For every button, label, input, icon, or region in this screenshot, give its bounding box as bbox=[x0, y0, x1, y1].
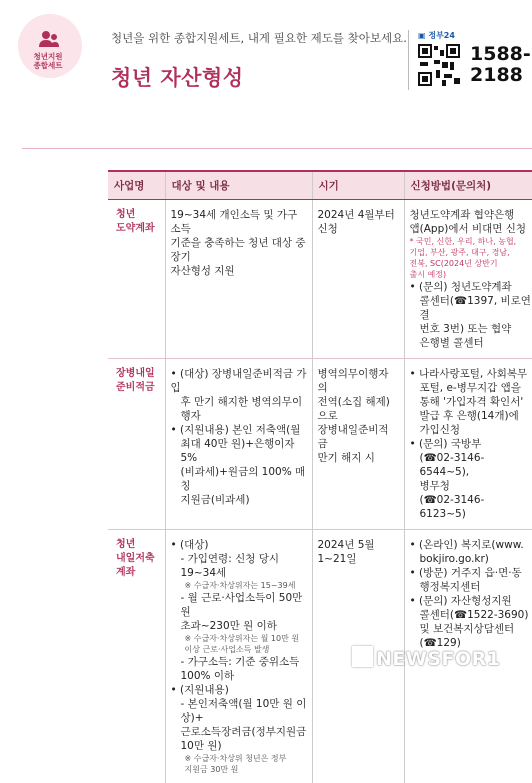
content-line: - 본인저축액(월 10만 원 이상)+ bbox=[171, 697, 307, 725]
content-line: 근로소득장려금(정부지원금 bbox=[171, 725, 307, 739]
apply-bank-note: 기업, 부산, 광주, 대구, 경남, bbox=[410, 247, 532, 258]
period-line: 신청 bbox=[318, 222, 399, 236]
program-name-line: 준비적금 bbox=[116, 381, 160, 395]
apply-line: 은행별 콜센터 bbox=[410, 336, 532, 350]
content-line: 10만 원) bbox=[171, 739, 307, 753]
content-line: • (대상) 장병내일준비적금 가입 bbox=[171, 367, 307, 395]
content-line: 후 만기 해지한 병역의무이행자 bbox=[171, 395, 307, 423]
apply-line: (☎129) bbox=[410, 636, 532, 650]
content-line: 19~34세 개인소득 및 가구소득 bbox=[171, 208, 307, 236]
apply-line: 포털, e-병무지갑 앱을 bbox=[410, 381, 532, 395]
program-name bbox=[108, 200, 165, 359]
apply-line: 행정복지센터 bbox=[410, 580, 532, 594]
apply-line: 가입신청 bbox=[410, 423, 532, 437]
table-row bbox=[108, 200, 532, 359]
program-content bbox=[165, 530, 312, 783]
apply-line: 병무청 bbox=[410, 479, 532, 493]
header-separator bbox=[22, 148, 532, 149]
phone-number-line1: 1588- bbox=[470, 44, 531, 65]
table-header-row bbox=[108, 171, 532, 200]
content-line: - 가구소득: 기준 중위소득 bbox=[171, 655, 307, 669]
apply-line: 및 보건복지상담센터 bbox=[410, 622, 532, 636]
content-line: • (지원내용) 본인 저축액(월 bbox=[171, 423, 307, 437]
content-line: • (지원내용) bbox=[171, 683, 307, 697]
program-name-line: 내일저축 bbox=[116, 552, 160, 566]
program-name-line: 장병내일 bbox=[116, 367, 160, 381]
content-line: 자산형성 지원 bbox=[171, 264, 307, 278]
program-period bbox=[312, 200, 404, 359]
content-line: - 가입연령: 신청 당시 19~34세 bbox=[171, 552, 307, 580]
col-header-content: 대상 및 내용 bbox=[165, 171, 312, 200]
badge-label-line2: 종합세트 bbox=[26, 61, 70, 70]
period-line: 2024년 4월부터 bbox=[318, 208, 399, 222]
page-title: 청년 자산형성 bbox=[111, 62, 244, 92]
apply-line: • (방문) 거주지 읍·면·동 bbox=[410, 566, 532, 580]
gov24-logo: ▣ 정부24 bbox=[418, 30, 455, 41]
apply-line: • (문의) 자산형성지원 bbox=[410, 594, 532, 608]
content-line: (비과세)+원금의 100% 매칭 bbox=[171, 465, 307, 493]
col-header-program: 사업명 bbox=[108, 171, 165, 200]
content-line: 기준을 충족하는 청년 대상 중장기 bbox=[171, 236, 307, 264]
program-name-line: 청년 bbox=[116, 208, 160, 222]
program-table bbox=[108, 170, 532, 783]
apply-line: (☎02-3146- 6123~5) bbox=[410, 493, 532, 521]
program-name-line: 계좌 bbox=[116, 566, 160, 580]
program-name bbox=[108, 530, 165, 783]
qr-code-icon[interactable] bbox=[418, 44, 460, 86]
program-apply bbox=[404, 359, 532, 530]
content-line: • (대상) bbox=[171, 538, 307, 552]
program-name-line: 도약계좌 bbox=[116, 222, 160, 236]
apply-bank-note: 전북, SC(2024년 상반기 bbox=[410, 258, 532, 269]
apply-line: 앱(App)에서 비대면 신청 bbox=[410, 222, 532, 236]
content-note: 지원금 30만 원 bbox=[171, 764, 307, 775]
apply-line: 청년도약계좌 협약은행 bbox=[410, 208, 532, 222]
table-row bbox=[108, 359, 532, 530]
content-note: ※ 수급자·차상위 청년은 정부 bbox=[171, 753, 307, 764]
content-line: 초과~230만 원 이하 bbox=[171, 619, 307, 633]
period-line: 장병내일준비적금 bbox=[318, 423, 399, 451]
apply-line: • (문의) 국방부 bbox=[410, 437, 532, 451]
period-line: 만기 해지 시 bbox=[318, 451, 399, 465]
content-line: 최대 40만 원)+은행이자 5% bbox=[171, 437, 307, 465]
badge-label bbox=[26, 52, 70, 70]
watermark-text: NEWSFOR1 bbox=[376, 648, 501, 670]
apply-line: • (문의) 청년도약계좌 bbox=[410, 280, 532, 294]
program-apply bbox=[404, 200, 532, 359]
apply-line: 번호 3번) 또는 협약 bbox=[410, 322, 532, 336]
content-note: ※ 수급자·차상위자는 월 10만 원 bbox=[171, 633, 307, 644]
program-period bbox=[312, 359, 404, 530]
phone-number bbox=[470, 44, 531, 86]
program-content bbox=[165, 200, 312, 359]
apply-line: bokjiro.go.kr) bbox=[410, 552, 532, 566]
gov24-label: 정부24 bbox=[428, 31, 455, 40]
apply-line: 콜센터(☎1397, 비로연결 bbox=[410, 294, 532, 322]
col-header-apply: 신청방법(문의처) bbox=[404, 171, 532, 200]
program-name bbox=[108, 359, 165, 530]
header-divider bbox=[408, 30, 409, 90]
period-line: 2024년 5월 bbox=[318, 538, 399, 552]
program-content bbox=[165, 359, 312, 530]
page-header bbox=[0, 0, 532, 150]
period-line: 병역의무이행자의 bbox=[318, 367, 399, 395]
apply-bank-note: 출시 예정) bbox=[410, 269, 532, 280]
content-note: ※ 수급자·차상위자는 15~39세 bbox=[171, 580, 307, 591]
content-note: 이상 근로·사업소득 발생 bbox=[171, 644, 307, 655]
apply-line: 콜센터(☎1522-3690) bbox=[410, 608, 532, 622]
col-header-period: 시기 bbox=[312, 171, 404, 200]
news-watermark bbox=[352, 646, 501, 670]
apply-line: 발급 후 은행(14개)에 bbox=[410, 409, 532, 423]
content-line: 100% 이하 bbox=[171, 669, 307, 683]
apply-line: (☎02-3146-6544~5), bbox=[410, 451, 532, 479]
content-line: - 월 근로·사업소득이 50만 원 bbox=[171, 591, 307, 619]
people-icon bbox=[38, 30, 60, 48]
content-line: 지원금(비과세) bbox=[171, 493, 307, 507]
apply-bank-note: * 국민, 신한, 우리, 하나, 농협, bbox=[410, 236, 532, 247]
apply-line: • 나라사랑포털, 사회복무 bbox=[410, 367, 532, 381]
apply-line: 통해 '가입자격 확인서' bbox=[410, 395, 532, 409]
watermark-logo-icon bbox=[352, 646, 373, 667]
badge-label-line1: 청년지원 bbox=[26, 52, 70, 61]
apply-line: • (온라인) 복지로(www. bbox=[410, 538, 532, 552]
program-name-line: 청년 bbox=[116, 538, 160, 552]
period-line: 1~21일 bbox=[318, 552, 399, 566]
period-line: 전역(소집 해제)으로 bbox=[318, 395, 399, 423]
page-subtitle: 청년을 위한 종합지원세트, 내게 필요한 제도를 찾아보세요. bbox=[111, 30, 407, 46]
phone-number-line2: 2188 bbox=[470, 65, 531, 86]
